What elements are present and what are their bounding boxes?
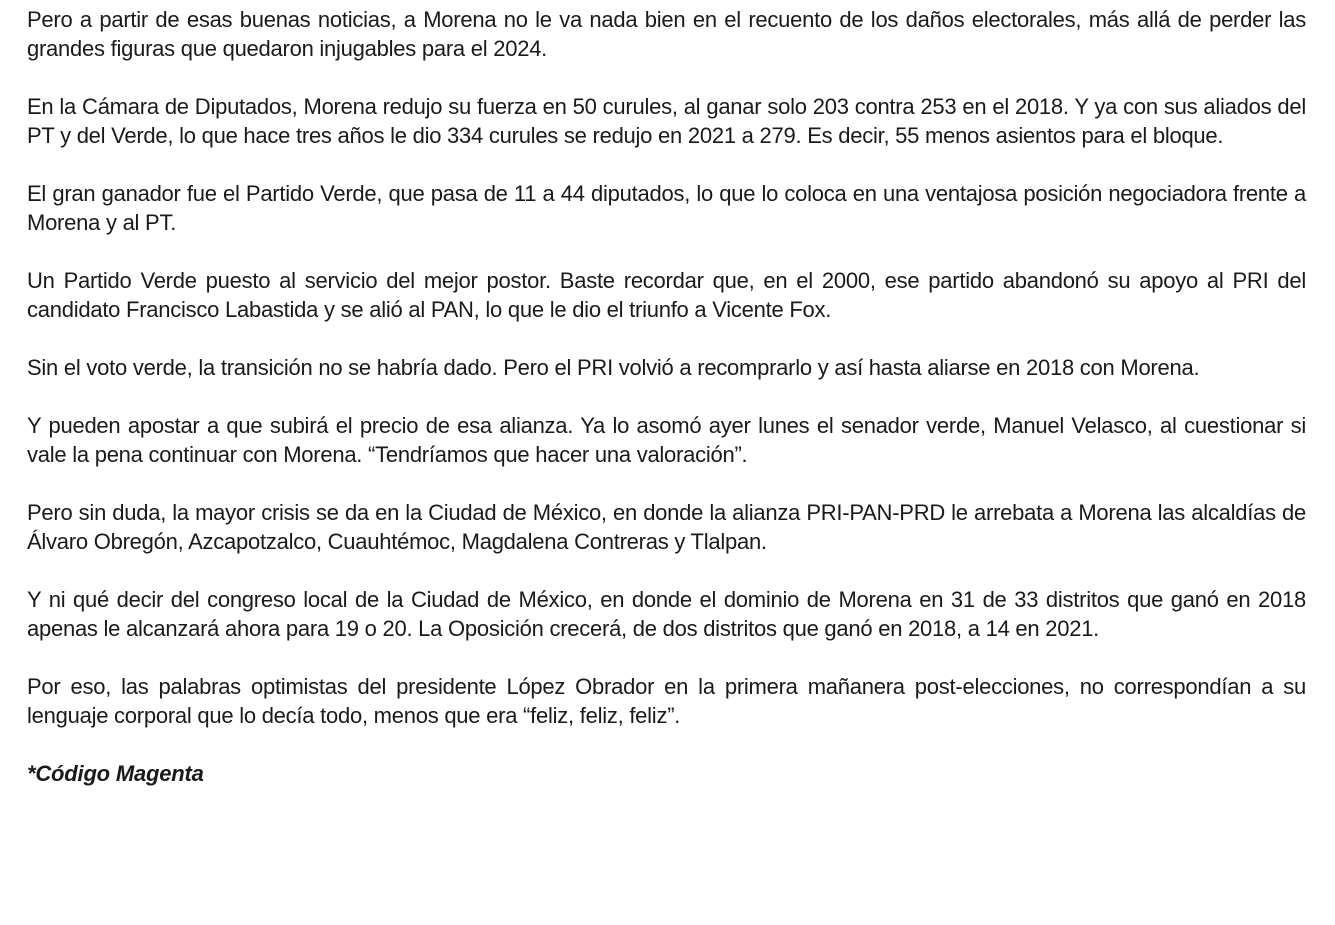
article-paragraph: Sin el voto verde, la transición no se habría dado. Pero el PRI volvió a recomprarlo y así hasta aliarse en 2018 con Morena. <box>27 355 1200 380</box>
article-paragraph: Pero a partir de esas buenas noticias, a Morena no le va nada bien en el recuento de los daños electorales, más allá de perder las grandes figuras que quedaron injugables para el 2024. <box>27 7 1306 61</box>
article-paragraph: Un Partido Verde puesto al servicio del mejor postor. Baste recordar que, en el 2000, ese partido abandonó su apoyo al PRI del candidato Francisco Labastida y se alió al PAN, lo que le dio el triunfo a Vicente Fox. <box>27 268 1306 322</box>
article-paragraph: Pero sin duda, la mayor crisis se da en la Ciudad de México, en donde la alianza PRI-PAN-PRD le arrebata a Morena las alcaldías de Álvaro Obregón, Azcapotzalco, Cuauhtémoc, Magdalena Contreras y Tlalpan. <box>27 500 1306 554</box>
article-paragraph: El gran ganador fue el Partido Verde, que pasa de 11 a 44 diputados, lo que lo coloca en una ventajosa posición negociadora frente a Morena y al PT. <box>27 181 1306 235</box>
article-paragraph: Y pueden apostar a que subirá el precio de esa alianza. Ya lo asomó ayer lunes el senador verde, Manuel Velasco, al cuestionar si vale la pena continuar con Morena. “Tendríamos que hacer una valoración”. <box>27 413 1306 467</box>
article-body <box>27 5 1306 788</box>
article-paragraph: Por eso, las palabras optimistas del presidente López Obrador en la primera mañanera post-elecciones, no correspondían a su lenguaje corporal que lo decía todo, menos que era “feliz, feliz, feliz”. <box>27 674 1306 728</box>
article-paragraph: Y ni qué decir del congreso local de la Ciudad de México, en donde el dominio de Morena en 31 de 33 distritos que ganó en 2018 apenas le alcanzará ahora para 19 o 20. La Oposición crecerá, de dos distritos que ganó en 2018, a 14 en 2021. <box>27 587 1306 641</box>
article-paragraph: En la Cámara de Diputados, Morena redujo su fuerza en 50 curules, al ganar solo 203 contra 253 en el 2018. Y ya con sus aliados del PT y del Verde, lo que hace tres años le dio 334 curules se redujo en 2021 a 279. Es decir, 55 menos asientos para el bloque. <box>27 94 1306 148</box>
column-signature: *Código Magenta <box>27 761 204 786</box>
